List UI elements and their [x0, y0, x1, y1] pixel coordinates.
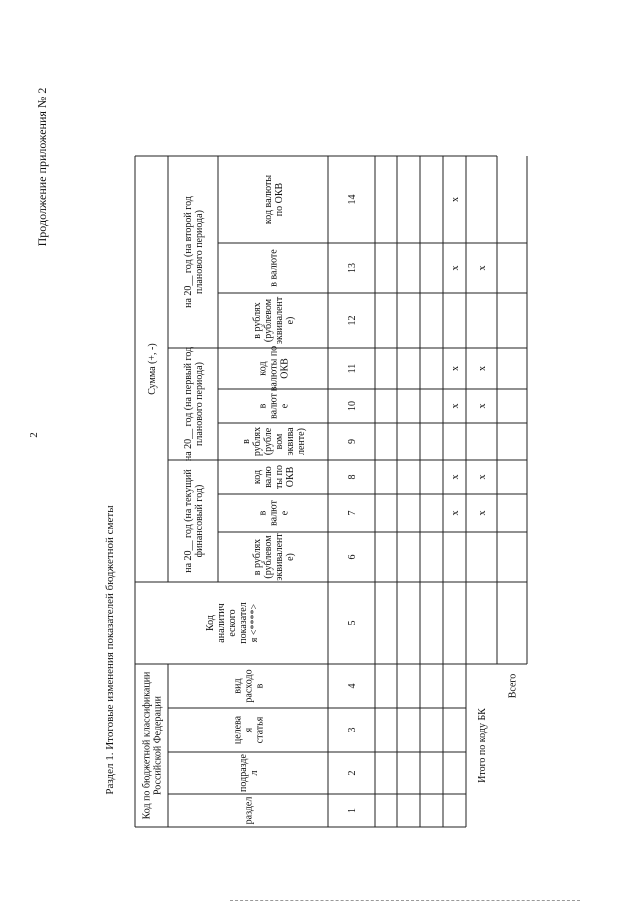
analytic-code-header: Коданалитическогопоказателя <****> [205, 602, 260, 644]
sub-cur: в валюте [268, 249, 280, 287]
sub-okv: кодвалюты поОКВ [257, 345, 291, 392]
sub-rub: в рублях(рублевомэквиваленте) [252, 296, 296, 345]
col-number: 8 [347, 474, 358, 480]
sub-okv: код валютыпо ОКВ [263, 174, 285, 225]
col-number: 4 [347, 683, 358, 689]
bk-col-header: видрасходов [232, 669, 266, 703]
x-mark: х [477, 265, 488, 271]
x-mark: х [477, 403, 488, 409]
x-mark: х [450, 474, 461, 480]
bk-group-header: Код по бюджетной классификацииРоссийской Федерации [141, 671, 164, 820]
total-bk-label: Итого по коду БК [477, 708, 488, 783]
col-number: 10 [347, 401, 358, 411]
grand-total-label: Всего [507, 673, 519, 699]
col-number: 12 [347, 315, 358, 326]
appendix-note: Продолжение приложения № 2 [35, 87, 49, 247]
bk-col-header: раздел [243, 796, 255, 825]
sub-cur: ввалюте [257, 393, 291, 419]
table-texts [142, 175, 519, 825]
col-number: 9 [347, 439, 358, 444]
col-number: 11 [347, 363, 358, 374]
sub-rub: в рублях(рублевомэквиваленте) [252, 533, 296, 581]
col-number: 1 [347, 808, 358, 813]
period-header: на 20__ год (на второй годпланового периода) [183, 196, 205, 308]
x-mark: х [450, 403, 461, 409]
section-title: Раздел 1. Итоговые изменения показателей бюджетной сметы [104, 505, 116, 795]
sum-header: Сумма (+, -) [147, 343, 158, 395]
x-mark: х [450, 366, 461, 371]
col-number: 14 [347, 194, 358, 205]
col-number: 2 [347, 770, 358, 776]
x-mark: х [477, 510, 488, 516]
bk-col-header: подраздел [238, 754, 260, 792]
col-number: 3 [347, 727, 358, 733]
bk-col-header: целеваястатья [232, 715, 266, 745]
col-number: 6 [347, 554, 358, 560]
sub-cur: ввалюте [257, 500, 291, 526]
sub-rub: врублях(рублевомэквиваленте) [241, 426, 307, 457]
table-svg [135, 58, 519, 827]
period-header: на 20__ год (на текущийфинансовый год) [183, 469, 205, 573]
sub-okv: кодвалюты поОКВ [252, 465, 296, 489]
x-mark: х [450, 265, 461, 271]
col-number: 7 [347, 510, 358, 516]
x-mark: х [477, 366, 488, 371]
scan-artifact-line [230, 900, 580, 902]
x-mark: х [450, 510, 461, 516]
x-mark: х [477, 474, 488, 480]
budget-changes-table [135, 58, 519, 827]
x-mark: х [450, 197, 461, 202]
col-number: 13 [347, 263, 358, 273]
page-number: 2 [28, 432, 40, 438]
period-header: на 20__ год (на первый годпланового периода) [183, 346, 205, 462]
col-number: 5 [347, 620, 358, 626]
